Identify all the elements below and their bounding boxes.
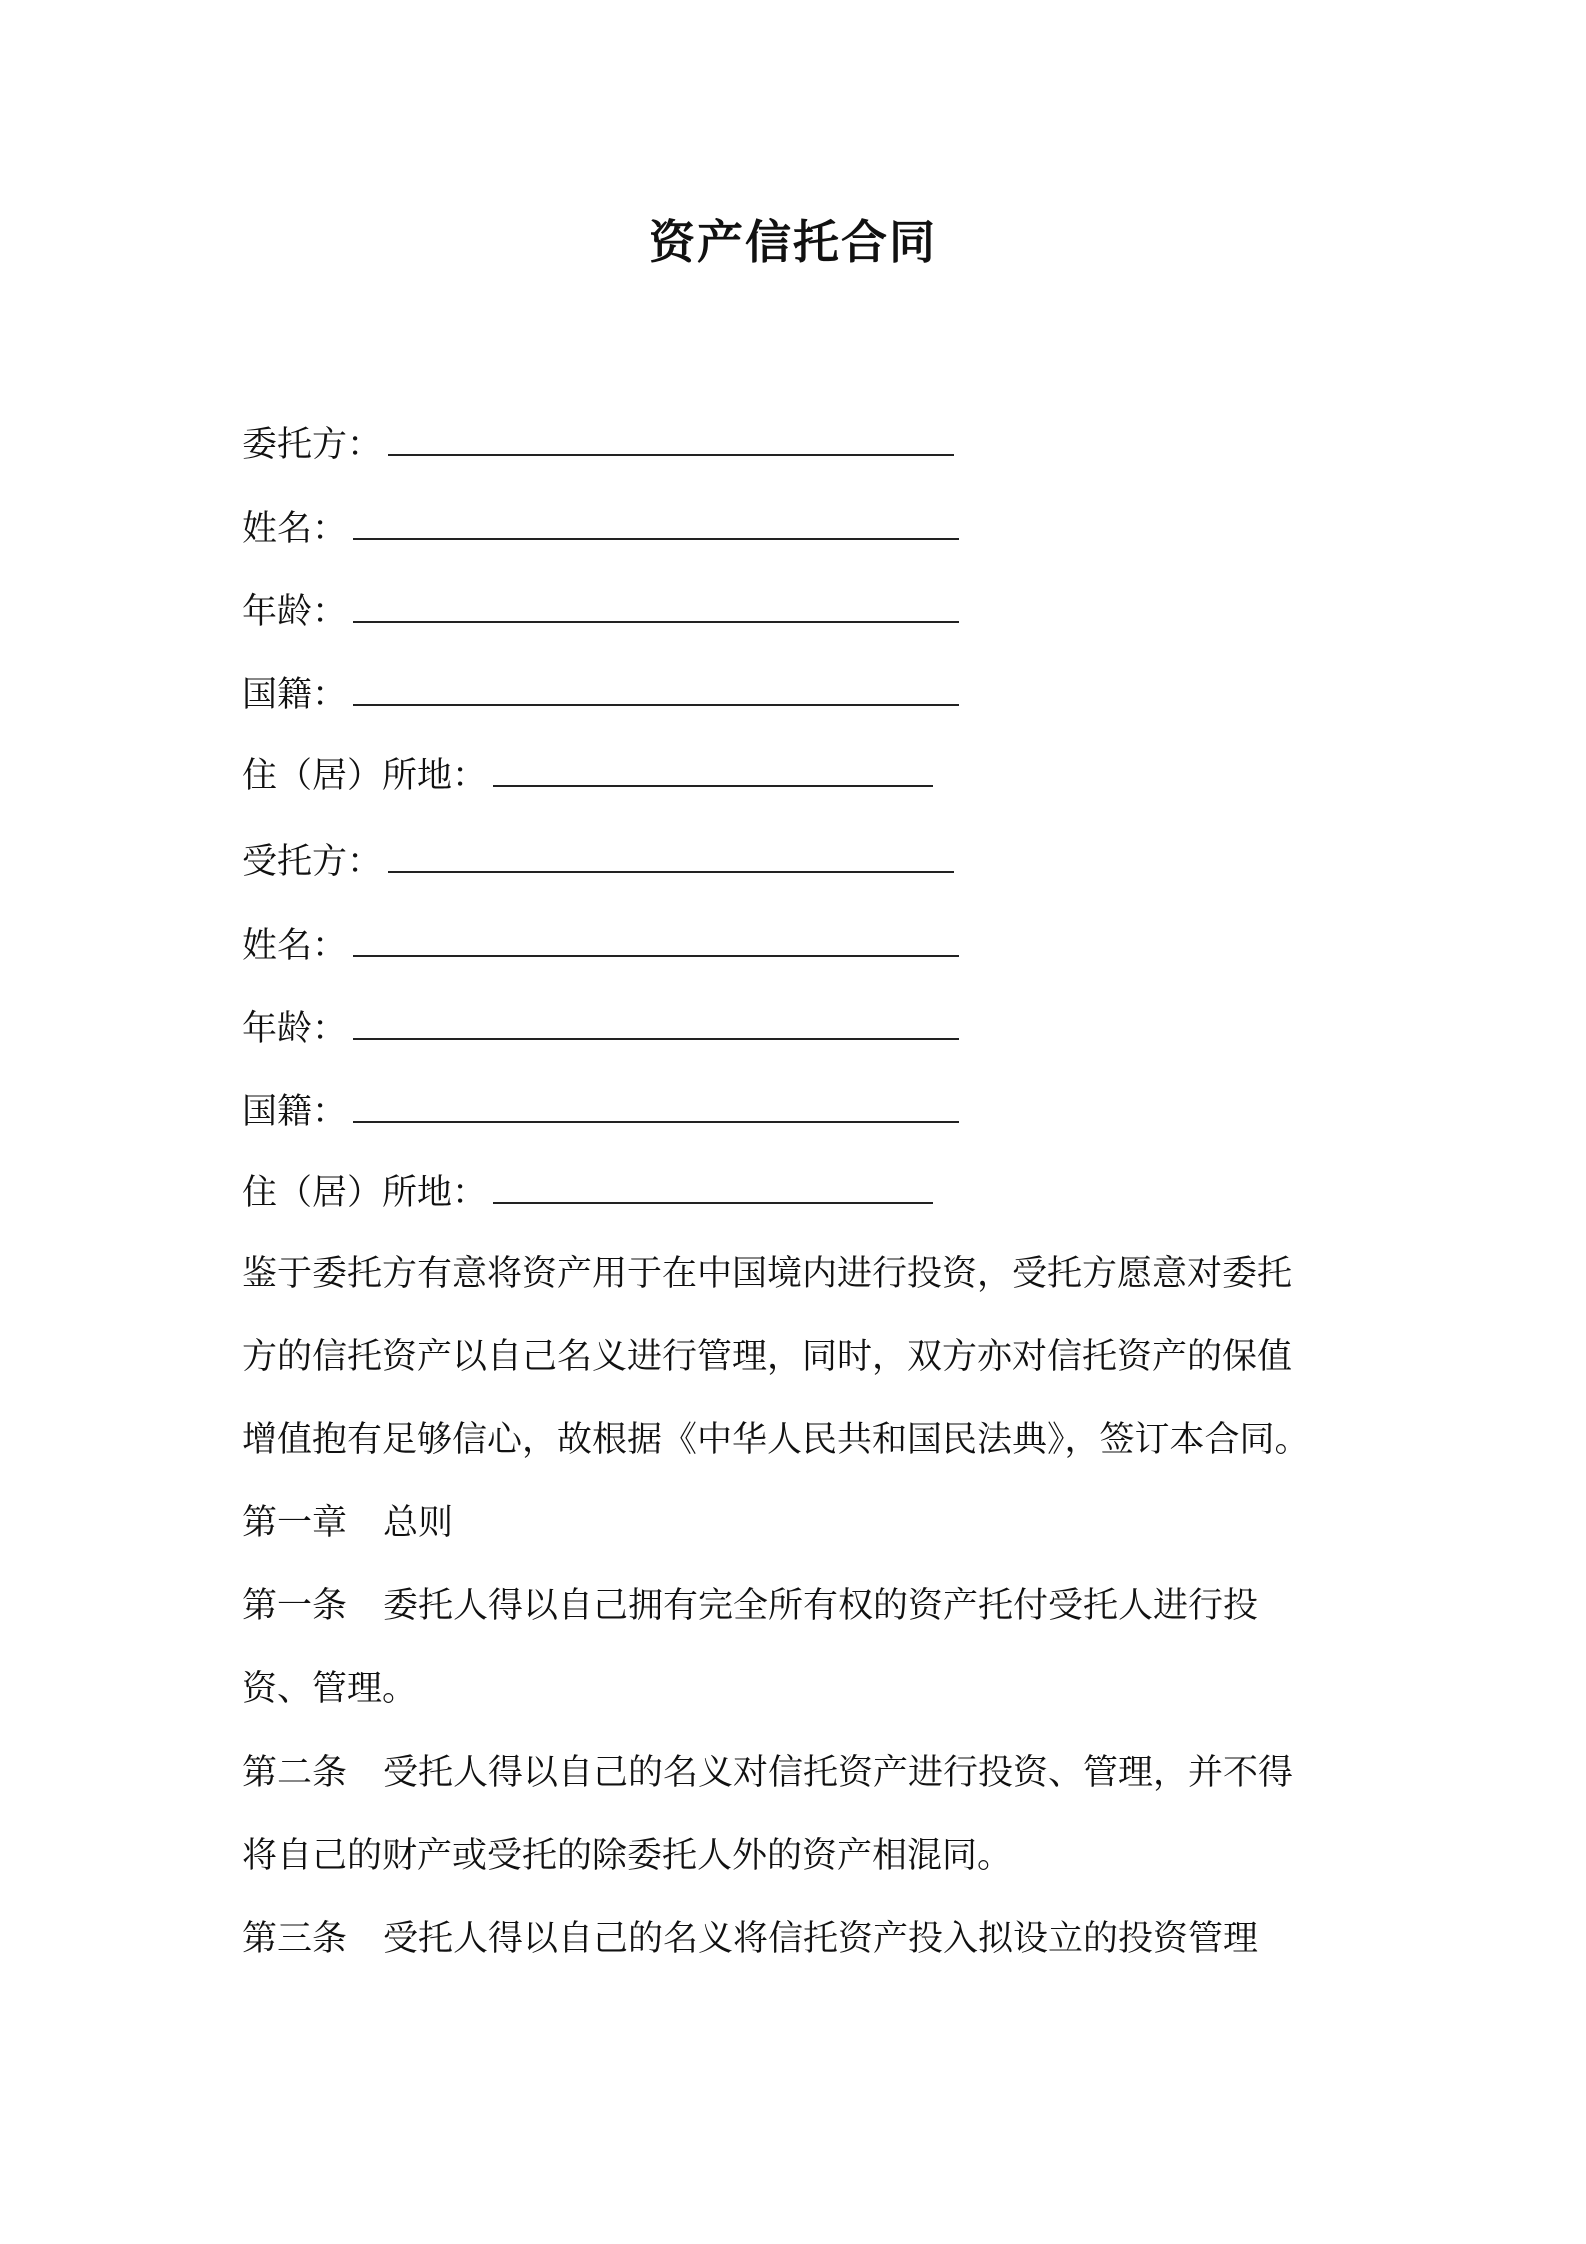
article-2 — [242, 1748, 1293, 1798]
preamble-line: 方的信托资产以自己名义进行管理，同时，双方亦对信托资产的保值 — [242, 1337, 1293, 1377]
party-b-address-field — [242, 1166, 933, 1218]
article-3 — [242, 1914, 1258, 1964]
article-1 — [242, 1581, 1258, 1631]
party-b-name-blank[interactable] — [353, 919, 959, 957]
party-b-address-label: 住（居）所地： — [242, 1173, 488, 1213]
party-b-address-blank[interactable] — [493, 1166, 933, 1204]
party-b-age-field — [242, 1002, 959, 1054]
article-text: 受托人得以自己的名义对信托资产进行投资、管理，并不得 — [383, 1753, 1294, 1793]
party-a-nationality-field — [242, 668, 959, 720]
party-a-age-field — [242, 585, 959, 637]
party-b-label: 受托方： — [242, 842, 383, 882]
article-number: 第三条 — [242, 1919, 348, 1959]
party-b-name-label: 姓名： — [242, 926, 348, 966]
party-b-field — [242, 835, 954, 887]
party-a-name-field — [242, 502, 959, 554]
party-b-nationality-field — [242, 1085, 959, 1137]
party-a-nationality-label: 国籍： — [242, 675, 348, 715]
chapter-number: 第一章 — [242, 1503, 348, 1543]
party-a-age-blank[interactable] — [353, 585, 959, 623]
document-title: 资产信托合同 — [649, 215, 937, 269]
party-a-nationality-blank[interactable] — [353, 668, 959, 706]
party-b-nationality-blank[interactable] — [353, 1085, 959, 1123]
party-a-age-label: 年龄： — [242, 592, 348, 632]
party-a-name-label: 姓名： — [242, 509, 348, 549]
preamble-line: 鉴于委托方有意将资产用于在中国境内进行投资，受托方愿意对委托 — [242, 1254, 1293, 1294]
chapter-heading — [242, 1498, 453, 1548]
party-a-name-blank[interactable] — [353, 502, 959, 540]
party-a-address-label: 住（居）所地： — [242, 756, 488, 796]
party-b-age-label: 年龄： — [242, 1009, 348, 1049]
party-b-age-blank[interactable] — [353, 1002, 959, 1040]
party-a-address-blank[interactable] — [493, 749, 933, 787]
party-a-blank[interactable] — [388, 418, 954, 456]
chapter-name: 总则 — [383, 1503, 454, 1543]
party-b-blank[interactable] — [388, 835, 954, 873]
party-b-nationality-label: 国籍： — [242, 1092, 348, 1132]
article-2-continuation: 将自己的财产或受托的除委托人外的资产相混同。 — [242, 1836, 1013, 1876]
party-a-address-field — [242, 749, 933, 801]
party-a-field — [242, 418, 954, 470]
party-b-name-field — [242, 919, 959, 971]
article-text: 受托人得以自己的名义将信托资产投入拟设立的投资管理 — [383, 1919, 1259, 1959]
preamble-line: 增值抱有足够信心，故根据《中华人民共和国民法典》，签订本合同。 — [242, 1420, 1310, 1460]
party-a-label: 委托方： — [242, 425, 383, 465]
article-1-continuation: 资、管理。 — [242, 1669, 418, 1709]
article-number: 第一条 — [242, 1586, 348, 1626]
article-text: 委托人得以自己拥有完全所有权的资产托付受托人进行投 — [383, 1586, 1259, 1626]
article-number: 第二条 — [242, 1753, 348, 1793]
